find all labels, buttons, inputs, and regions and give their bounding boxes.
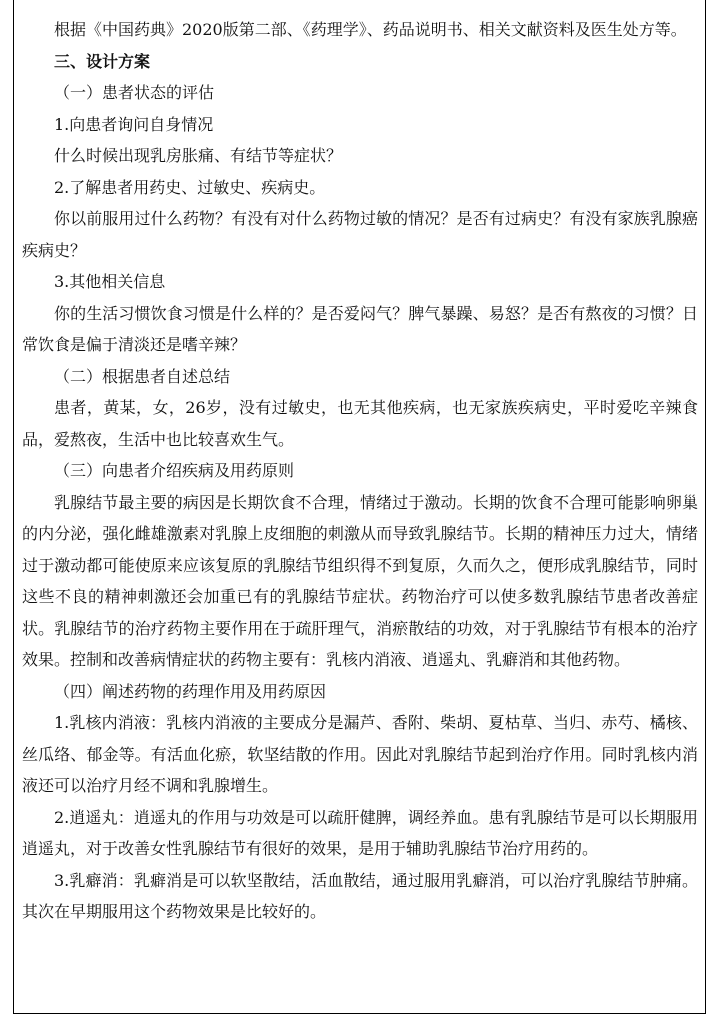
disease-text: 乳腺结节最主要的病因是长期饮食不合理，情绪过于激动。长期的饮食不合理可能影响卵巢的内分泌，强化雌雄激素对乳腺上皮细胞的刺激从而导致乳腺结节。长期的精神压力过大，情绪过于激动都可能使原来应该复原的乳腺结节组织得不到复原，久而久之，便形成乳腺结节，同时这些不良的精神刺激还会加重已有的乳腺结节症状。药物治疗可以使多数乳腺结节患者改善症状。乳腺结节的治疗药物主要作用在于疏肝理气，消瘀散结的功效，对于乳腺结节有根本的治疗效果。控制和改善病情症状的药物主要有：乳核内消液、逍遥丸、乳癖消和其他药物。 [22, 492, 698, 669]
item1-title: 1.向患者询问自身情况 [54, 114, 214, 134]
drug3-text: 3.乳癖消：乳癖消是可以软坚散结，活血散结，通过服用乳癖消，可以治疗乳腺结节肿痛。其次在早期服用这个药物效果是比较好的。 [22, 870, 698, 921]
item3-text: 你的生活习惯饮食习惯是什么样的？是否爱闷气？脾气暴躁、易怒？是否有熬夜的习惯？日常饮食是偏于清淡还是嗜辛辣？ [22, 303, 698, 354]
intro-paragraph: 根据《中国药典》2020版第二部、《药理学》、药品说明书、相关文献资料及医生处方等。 [54, 20, 687, 39]
section-heading: 三、设计方案 [54, 51, 151, 71]
item3-title: 3.其他相关信息 [54, 272, 166, 291]
sub-heading-summary: （二）根据患者自述总结 [54, 366, 231, 386]
sub-heading-pharmacology: （四）阐述药物的药理作用及用药原因 [54, 681, 327, 701]
item2-text: 你以前服用过什么药物？有没有对什么药物过敏的情况？是否有过病史？有没有家族乳腺癌疾病史？ [22, 209, 698, 260]
sub-heading-disease: （三）向患者介绍疾病及用药原则 [54, 461, 295, 480]
drug1-text: 1.乳核内消液：乳核内消液的主要成分是漏芦、香附、柴胡、夏枯草、当归、赤芍、橘核、丝瓜络、郁金等。有活血化瘀，软坚结散的作用。因此对乳腺结节起到治疗作用。同时乳核内消液还可以治疗月经不调和乳腺增生。 [22, 713, 698, 795]
item1-text: 什么时候出现乳房胀痛、有结节等症状？ [54, 146, 343, 165]
drug2-text: 2.逍遥丸：逍遥丸的作用与功效是可以疏肝健脾，调经养血。患有乳腺结节是可以长期服用逍遥丸，对于改善女性乳腺结节有很好的效果，是用于辅助乳腺结节治疗用药的。 [22, 807, 698, 858]
document-body [22, 14, 698, 928]
sub-heading-assessment: （一）患者状态的评估 [54, 83, 215, 102]
summary-text: 患者，黄某，女，26岁，没有过敏史，也无其他疾病，也无家族疾病史，平时爱吃辛辣食品，爱熬夜，生活中也比较喜欢生气。 [22, 398, 698, 449]
item2-title: 2.了解患者用药史、过敏史、疾病史。 [54, 177, 326, 197]
